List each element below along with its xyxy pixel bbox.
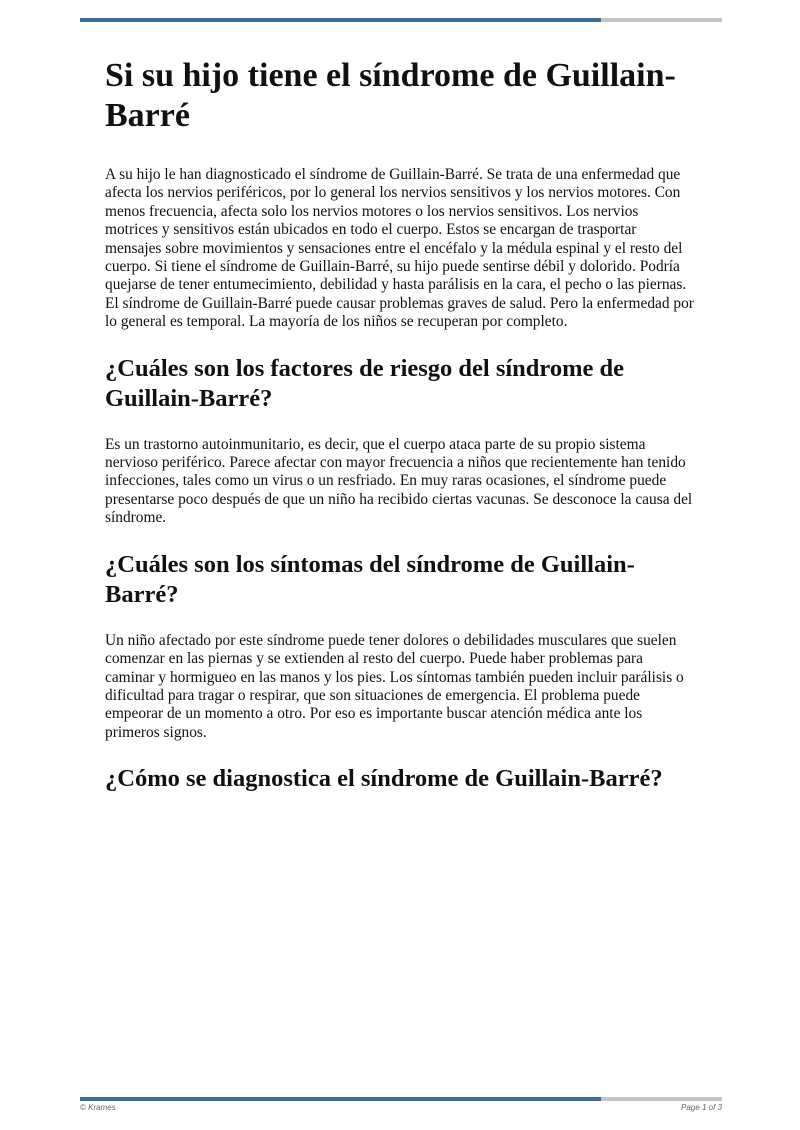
footer-page-number: Page 1 of 3 — [681, 1103, 722, 1112]
section-heading-symptoms: ¿Cuáles son los síntomas del síndrome de Guillain-Barré? — [105, 550, 635, 608]
document-title: Si su hijo tiene el síndrome de Guillain-Barré — [105, 57, 676, 134]
section-body-risk-factors: Es un trastorno autoinmunitario, es decir, que el cuerpo ataca parte de su propio sistema nervioso periférico. Parece afectar con mayor frecuencia a niños que recientemente han tenido infecciones, tales como un virus o un resfriado. En muy raras ocasiones, el síndrome puede presentarse poco después de que un niño ha recibido ciertas vacunas. Se desconoce la causa del síndrome. — [105, 435, 693, 527]
header-rule — [80, 18, 722, 22]
footer-rule-accent — [80, 1097, 601, 1101]
document-body — [105, 56, 695, 816]
footer-copyright: © Krames — [80, 1103, 116, 1112]
header-rule-muted — [601, 18, 722, 22]
section-heading-risk-factors: ¿Cuáles son los factores de riesgo del síndrome de Guillain-Barré? — [105, 354, 625, 412]
header-rule-accent — [80, 18, 601, 22]
section-heading-diagnosis: ¿Cómo se diagnostica el síndrome de Guillain-Barré? — [105, 765, 663, 793]
footer-rule — [80, 1097, 722, 1101]
footer-rule-muted — [601, 1097, 722, 1101]
intro-paragraph: A su hijo le han diagnosticado el síndrome de Guillain-Barré. Se trata de una enfermedad que afecta los nervios periféricos, por lo general los nervios sensitivos y los nervios motores. Con menos frecuencia, afecta solo los nervios motores o los nervios sensitivos. Los nervios motrices y sensitivos están ubicados en todo el cuerpo. Estos se encargan de trasportar mensajes sobre movimientos y sensaciones entre el encéfalo y la médula espinal y el resto del cuerpo. Si tiene el síndrome de Guillain-Barré, su hijo puede sentirse débil y dolorido. Podría quejarse de tener entumecimiento, debilidad y hasta parálisis en la cara, el pecho o las piernas. El síndrome de Guillain-Barré puede causar problemas graves de salud. Pero la enfermedad por lo general es temporal. La mayoría de los niños se recuperan por completo. — [105, 166, 694, 331]
section-body-symptoms: Un niño afectado por este síndrome puede tener dolores o debilidades musculares que suelen comenzar en las piernas y se extienden al resto del cuerpo. Puede haber problemas para caminar y hormigueo en las manos y los pies. Los síntomas también pueden incluir parálisis o dificultad para tragar o respirar, que son situaciones de emergencia. El problema puede empeorar de un momento a otro. Por eso es importante buscar atención médica ante los primeros signos. — [105, 631, 684, 741]
